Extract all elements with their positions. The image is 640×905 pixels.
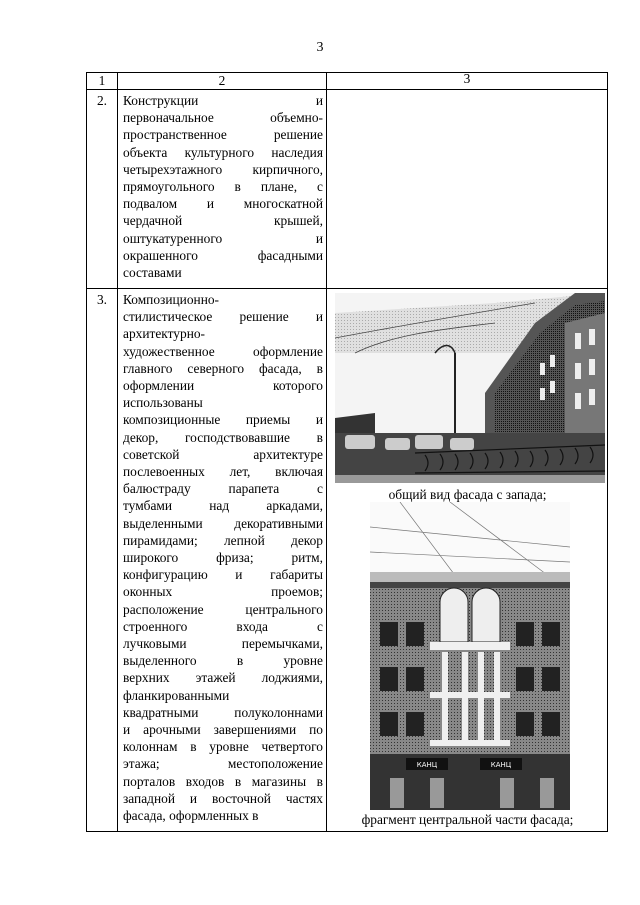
description-line: советской архитектуре: [123, 446, 323, 462]
description-line: чердачной крышей,: [123, 213, 323, 229]
photo-caption: фрагмент центральной части фасада;: [361, 812, 574, 827]
description-line: порталов входов в магазины в: [123, 773, 323, 789]
description-line: первоначальное объемно-: [123, 110, 323, 126]
description-line: строенного входа с: [123, 618, 323, 634]
description-line: балюстраду парапета с: [123, 481, 323, 497]
description-line: стилистическое решение и: [123, 309, 323, 325]
row-number: 3.: [87, 289, 118, 832]
description-line: декор, господствовавшие в: [123, 429, 323, 445]
facade-west-image: [335, 293, 605, 483]
row-description: [118, 90, 327, 289]
description-line: композиционные приемы и: [123, 412, 323, 428]
description-line: главного северного фасада, в: [123, 360, 323, 376]
table-header-row: [87, 73, 608, 90]
description-line: Конструкции и: [123, 93, 323, 108]
description-line: верхних этажей лоджиями,: [123, 670, 323, 686]
description-line: квадратными полуколоннами: [123, 704, 323, 720]
description-line: послевоенных лет, включая: [123, 464, 323, 480]
description-line: конфигурацию и габариты: [123, 567, 323, 583]
photo-cell: [327, 289, 608, 832]
description-line: выделенными декоративными: [123, 515, 323, 531]
description-line: и арочными завершениями по: [123, 722, 323, 738]
row-description: [118, 289, 327, 832]
description-line: выделенного в уровне: [123, 653, 323, 669]
description-line: прямоугольного в плане, с: [123, 179, 323, 195]
shop-sign-left: КАНЦ: [416, 761, 438, 769]
heritage-table: [86, 72, 608, 832]
description-line: пространственное решение: [123, 127, 323, 143]
description-line: широкого фриза; ритм,: [123, 550, 323, 566]
description-line: использованы: [123, 395, 203, 411]
description-line: оконных проемов;: [123, 584, 323, 600]
facade-center-photo: [370, 502, 570, 810]
description-line: западной и восточной частях: [123, 790, 323, 806]
page-number: 3: [316, 40, 324, 55]
description-line: оштукатуренного и: [123, 230, 323, 246]
description-text: [123, 291, 323, 824]
photo-cell-empty: [327, 90, 608, 289]
description-line: художественное оформление: [123, 343, 323, 359]
shop-sign-right: КАНЦ: [490, 761, 512, 769]
description-text: [123, 92, 323, 281]
description-line: колоннам в уровне четвертого: [123, 739, 323, 755]
description-line: окрашенного фасадными: [123, 247, 323, 263]
description-line: архитектурно-: [123, 326, 206, 342]
table-row: [87, 90, 608, 289]
description-line: лучковыми перемычками,: [123, 636, 323, 652]
description-line: четырехэтажного кирпичного,: [123, 161, 323, 177]
column-header-2: 2: [118, 73, 327, 90]
description-line: подвалом и многоскатной: [123, 196, 323, 212]
column-header-1: 1: [87, 73, 118, 90]
description-line: тумбами над аркадами,: [123, 498, 323, 514]
description-line: оформлении которого: [123, 378, 323, 394]
description-line: расположение центрального: [123, 601, 323, 617]
row-number: 2.: [87, 90, 118, 289]
description-line: объекта культурного наследия: [123, 144, 323, 160]
description-line: этажа; местоположение: [123, 756, 323, 772]
facade-west-photo: [335, 293, 605, 483]
column-header-3: 3: [327, 73, 608, 90]
table-row: [87, 289, 608, 832]
facade-center-image: [370, 502, 570, 810]
description-line: фасада, оформленных в: [123, 808, 259, 824]
description-line: фланкированными: [123, 687, 230, 703]
photo-caption: общий вид фасада с запада;: [388, 487, 547, 502]
description-line: составами: [123, 265, 182, 281]
description-line: пирамидами; лепной декор: [123, 532, 323, 548]
description-line: Композиционно-: [123, 292, 220, 307]
